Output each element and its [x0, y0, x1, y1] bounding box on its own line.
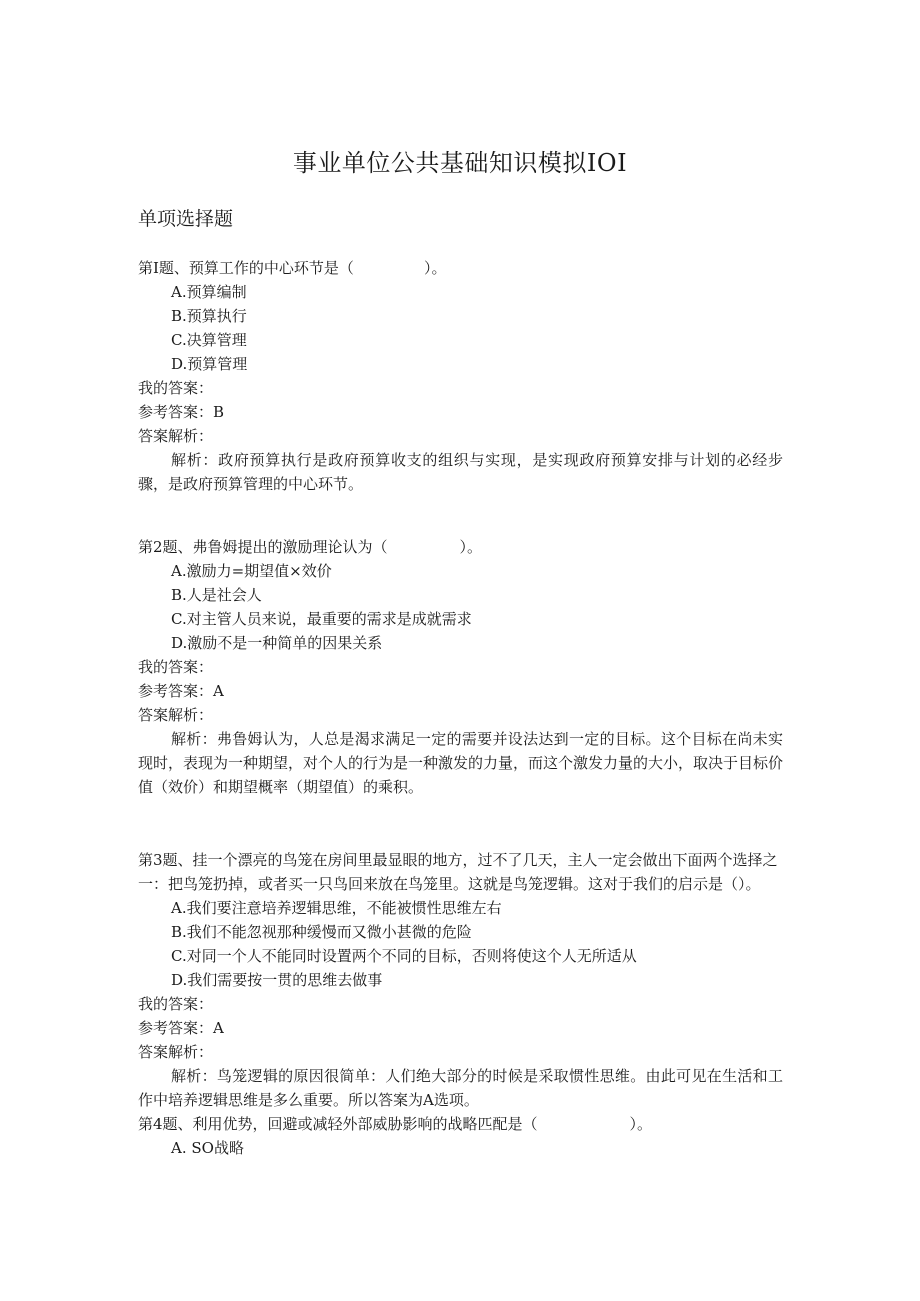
my-answer-label: 我的答案：: [138, 658, 214, 676]
option-b: B.人是社会人: [171, 586, 262, 604]
option-d: D.预算管理: [171, 355, 248, 373]
option-c: C.决算管理: [171, 331, 247, 349]
question-3: [138, 848, 783, 1160]
analysis-label: 答案解析：: [138, 1043, 214, 1061]
reference-answer: 参考答案：A: [138, 682, 224, 700]
analysis-label: 答案解析：: [138, 427, 214, 445]
option-a: A.激励力=期望值×效价: [171, 562, 332, 580]
my-answer-label: 我的答案：: [138, 995, 214, 1013]
question-4-option-a: A. SO战略: [171, 1139, 244, 1157]
question-stem: 第I题、预算工作的中心环节是（ ）。: [138, 259, 447, 277]
option-a: A.预算编制: [171, 283, 247, 301]
explanation: 解析：政府预算执行是政府预算收支的组织与实现，是实现政府预算安排与计划的必经步骤，是政府预算管理的中心环节。: [138, 451, 783, 493]
question-4-stem: 第4题、利用优势，回避或减轻外部威胁影响的战略匹配是（ ）。: [138, 1115, 653, 1133]
question-1: [138, 256, 783, 496]
question-stem: 第2题、弗鲁姆提出的激励理论认为（ ）。: [138, 538, 483, 556]
explanation: 解析：鸟笼逻辑的原因很简单：人们绝大部分的时候是采取惯性思维。由此可见在生活和工作中培养逻辑思维是多么重要。所以答案为A选项。: [138, 1067, 783, 1109]
option-c: C.对主管人员来说，最重要的需求是成就需求: [171, 610, 472, 628]
section-heading: 单项选择题: [138, 208, 234, 230]
question-stem: 第3题、挂一个漂亮的鸟笼在房间里最显眼的地方，过不了几天，主人一定会做出下面两个选择之一：把鸟笼扔掉，或者买一只鸟回来放在鸟笼里。这就是鸟笼逻辑。这对于我们的启示是（）。: [138, 851, 778, 893]
option-b: B.预算执行: [171, 307, 247, 325]
option-b: B.我们不能忽视那种缓慢而又微小甚微的危险: [171, 923, 472, 941]
option-c: C.对同一个人不能同时设置两个不同的目标，否则将使这个人无所适从: [171, 947, 637, 965]
my-answer-label: 我的答案：: [138, 379, 214, 397]
reference-answer: 参考答案：B: [138, 403, 225, 421]
option-a: A.我们要注意培养逻辑思维，不能被惯性思维左右: [171, 899, 502, 917]
analysis-label: 答案解析：: [138, 706, 214, 724]
reference-answer: 参考答案：A: [138, 1019, 224, 1037]
question-2: [138, 535, 783, 799]
option-d: D.激励不是一种简单的因果关系: [171, 634, 383, 652]
explanation: 解析：弗鲁姆认为，人总是渴求满足一定的需要并设法达到一定的目标。这个目标在尚未实现时，表现为一种期望，对个人的行为是一种激发的力量，而这个激发力量的大小，取决于目标价值（效价）和期望概率（期望值）的乘积。: [138, 730, 784, 796]
option-d: D.我们需要按一贯的思维去做事: [171, 971, 383, 989]
document-title: 事业单位公共基础知识模拟IOI: [292, 149, 628, 177]
